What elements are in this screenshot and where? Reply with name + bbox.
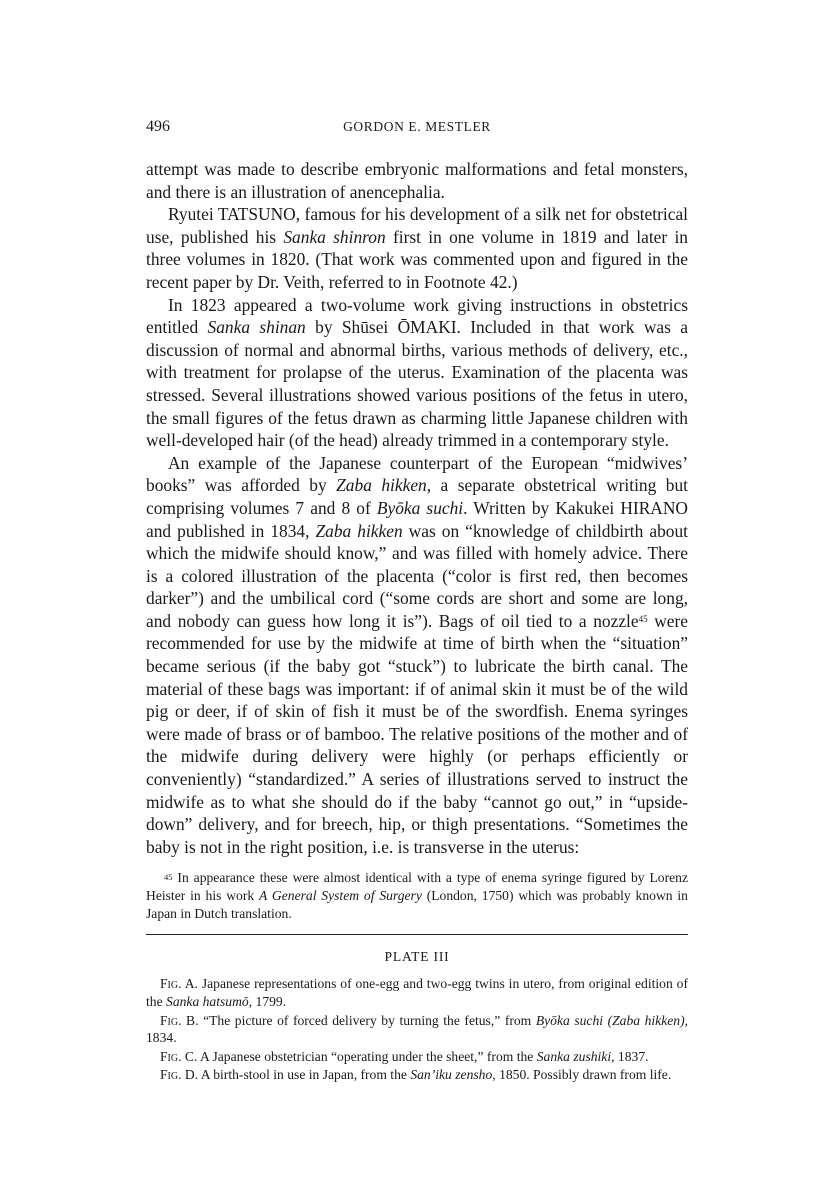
- text-run: A Japanese obstetrician “operating under the sheet,” from the: [197, 1048, 537, 1064]
- paragraph-1: attempt was made to describe embryonic malformations and fetal monsters, and there is an illustration of anencephalia.: [146, 159, 688, 202]
- figure-label: Fig. B.: [160, 1012, 199, 1028]
- work-title: Sanka zushiki: [536, 1048, 612, 1064]
- text-run: were recommended for use by the midwife at time of birth when the “situation” became serious (if the baby got “stuck”) to lubricate the birth canal. The material of these bags was important: if of animal skin it must be of the wild pig or deer, if of skin of fish it must be of the swordfish. Enema syringes were made of brass or of bamboo. The relative positions of the mother and of the midwife during delivery were highly (or perhaps efficiently or conveniently) “standardized.” A series of illustrations served to instruct the midwife as to what she should do if the baby “cannot go out,” in “upside-down” delivery, and for breech, hip, or thigh presentations. “Sometimes the baby is not in the right position, i.e. is transverse in the uterus:: [146, 610, 689, 857]
- footnote: [146, 869, 688, 923]
- footnote-ref: 45: [638, 613, 648, 624]
- text-run: “The picture of forced delivery by turning the fetus,” from: [198, 1012, 536, 1028]
- page-header: [146, 118, 688, 140]
- text-run: Japanese representations of one-egg and two-egg twins in utero, from original edition of the: [146, 976, 688, 1009]
- work-title: Sanka shinron: [283, 226, 386, 247]
- text-run: In appearance these were almost identical with a type of enema syringe figured by Lorenz Heister in his work: [146, 870, 688, 904]
- text-run: , 1850. Possibly drawn from life.: [492, 1067, 672, 1083]
- text-run: , 1837.: [611, 1048, 649, 1064]
- figure-label: Fig. A.: [160, 976, 198, 992]
- text-run: first in one volume in 1819 and later in three volumes in 1820. (That work was commented upon and figured in the recent paper by Dr. Veith, referred to in Footnote 42.): [146, 226, 689, 292]
- paragraph-4: [146, 452, 688, 859]
- text-run: (London, 1750) which was probably known in Japan in Dutch translation.: [146, 888, 688, 922]
- caption-fig-d: [146, 1066, 688, 1084]
- figure-label: Fig. D.: [160, 1067, 199, 1083]
- caption-fig-a: [146, 975, 688, 1010]
- text-run: . Written by Kakukei HIRANO and published in 1834,: [146, 497, 688, 541]
- text-run: , 1834.: [146, 1012, 688, 1046]
- section-divider: [146, 934, 688, 935]
- text-run: A birth-stool in use in Japan, from the: [198, 1067, 411, 1083]
- paragraph-3: [146, 294, 688, 452]
- text-run: Ryutei TATSUNO, famous for his development of a silk net for obstetrical use, published his: [146, 204, 688, 247]
- work-title: Zaba hikken: [336, 475, 427, 496]
- page: [146, 118, 688, 1085]
- text-run: by Shūsei ŌMAKI. Included in that work was a discussion of normal and abnormal births, various methods of delivery, etc., with treatment for prolapse of the uterus. Examination of the placenta was stressed. Several illustrations showed various positions of the fetus in utero, the small figures of the fetus drawn as charming little Japanese children with well-developed hair (of the head) already trimmed in a contemporary style.: [146, 317, 688, 451]
- text-run: , a separate obstetrical writing but comprising volumes 7 and 8 of: [146, 475, 688, 518]
- text-run: An example of the Japanese counterpart of the European “midwives’ books” was afforded by: [146, 452, 688, 496]
- work-title: Byōka suchi: [376, 497, 464, 518]
- work-title: Sanka hatsumō: [166, 994, 249, 1009]
- body-text: [146, 158, 688, 858]
- text-run: was on “knowledge of childbirth about which the midwife should know,” and was filled with homely advice. There is a colored illustration of the placenta (“color is first red, then becomes darker”) and the umbilical cord (“some cords are short and some are long, and nobody can guess how long it is”). Bags of oil tied to a nozzle: [146, 520, 688, 631]
- figure-label: Fig. C.: [160, 1048, 198, 1064]
- plate-captions: [146, 975, 688, 1084]
- work-title: Byōka suchi (Zaba hikken): [535, 1012, 685, 1028]
- footnote-number: 45: [164, 872, 173, 883]
- work-title: Sanka shinan: [207, 317, 306, 338]
- caption-fig-c: [146, 1048, 688, 1066]
- work-title: A General System of Surgery: [259, 888, 422, 904]
- text-run: In 1823 appeared a two-volume work giving instructions in obstetrics entitled: [146, 294, 688, 338]
- text-run: , 1799.: [248, 994, 287, 1009]
- paragraph-2: [146, 203, 688, 293]
- work-title: Zaba hikken: [315, 520, 403, 541]
- page-number: 496: [146, 118, 170, 135]
- plate-title: PLATE III: [384, 949, 450, 965]
- work-title: San’iku zensho: [410, 1067, 493, 1083]
- caption-fig-b: [146, 1012, 688, 1047]
- running-title: GORDON E. MESTLER: [343, 119, 491, 134]
